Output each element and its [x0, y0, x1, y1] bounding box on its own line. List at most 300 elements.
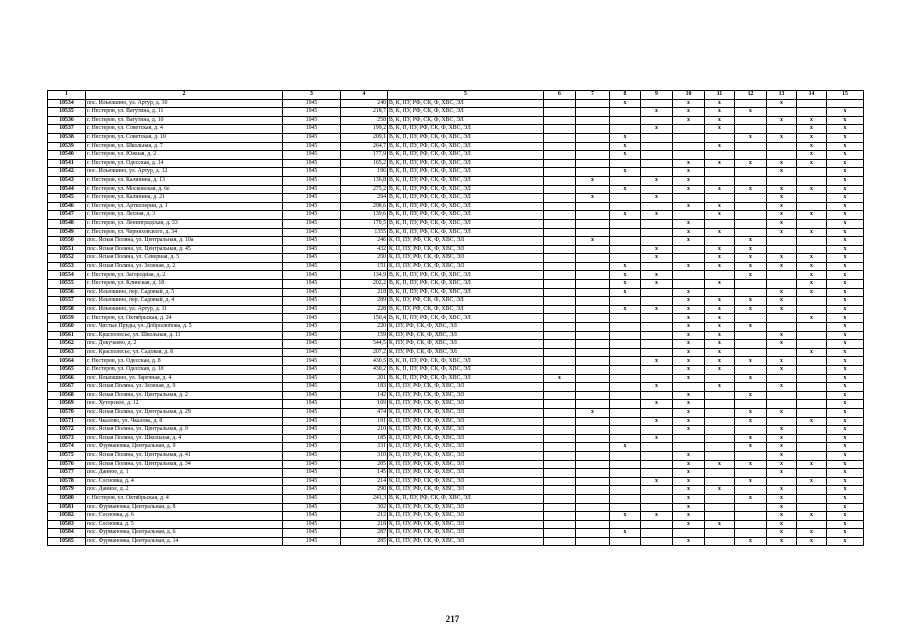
mark-cell-col-11 [705, 408, 735, 417]
mark-cell-col-15: x [827, 537, 864, 546]
mark-cell-col-7 [576, 323, 610, 332]
mark-cell-col-9: x [641, 108, 673, 117]
mark-cell-col-8 [610, 400, 641, 409]
mark-cell-col-9 [641, 237, 673, 246]
year-cell: 1945 [283, 503, 341, 512]
year-cell: 1945 [283, 512, 341, 521]
mark-cell-col-9 [641, 426, 673, 435]
mark-cell-col-11 [705, 288, 735, 297]
mark-cell-col-15: x [827, 486, 864, 495]
mark-cell-col-8 [610, 108, 641, 117]
record-id-cell: 10558 [48, 305, 86, 314]
mark-cell-col-10: x [673, 159, 705, 168]
mark-cell-col-8 [610, 460, 641, 469]
mark-cell-col-15: x [827, 451, 864, 460]
mark-cell-col-13: x [767, 297, 797, 306]
year-cell: 1945 [283, 176, 341, 185]
mark-cell-col-11 [705, 391, 735, 400]
mark-cell-col-9 [641, 323, 673, 332]
record-id-cell: 10538 [48, 133, 86, 142]
address-cell: пос. Ясная Поляна, ул. Центральная, д. 29 [86, 408, 283, 417]
mark-cell-col-15: x [827, 477, 864, 486]
mark-cell-col-11: x [705, 228, 735, 237]
mark-cell-col-12 [735, 469, 767, 478]
mark-cell-col-15: x [827, 323, 864, 332]
mark-cell-col-10 [673, 434, 705, 443]
mark-cell-col-13: x [767, 426, 797, 435]
address-cell: г. Нестеров, ул. Загородная, д. 2 [86, 271, 283, 280]
table-row [48, 219, 864, 228]
record-id-cell: 10569 [48, 400, 86, 409]
column-number-12: 12 [735, 91, 767, 100]
address-cell: г. Нестеров, ул. Ватутина, д. 10 [86, 116, 283, 125]
record-id-cell: 10534 [48, 99, 86, 108]
mark-cell-col-10: x [673, 168, 705, 177]
mark-cell-col-12: x [735, 434, 767, 443]
mark-cell-col-8 [610, 314, 641, 323]
mark-cell-col-14 [797, 108, 827, 117]
systems-cell: В, К, П, ПУ, РФ, СК, Ф, ХВС, ЭЛ [388, 211, 544, 220]
mark-cell-col-10 [673, 151, 705, 160]
mark-cell-col-10: x [673, 374, 705, 383]
mark-cell-col-11: x [705, 108, 735, 117]
mark-cell-col-12 [735, 426, 767, 435]
address-cell: пос. Хуторское, д. 12 [86, 400, 283, 409]
mark-cell-col-14: x [797, 529, 827, 538]
mark-cell-col-11: x [705, 460, 735, 469]
mark-cell-col-12 [735, 99, 767, 108]
housing-register-table [47, 90, 864, 546]
mark-cell-col-14 [797, 486, 827, 495]
mark-cell-col-11 [705, 219, 735, 228]
mark-cell-col-10: x [673, 288, 705, 297]
mark-cell-col-13: x [767, 211, 797, 220]
mark-cell-col-9 [641, 151, 673, 160]
record-id-cell: 10573 [48, 434, 86, 443]
table-row [48, 280, 864, 289]
mark-cell-col-11 [705, 477, 735, 486]
year-cell: 1945 [283, 520, 341, 529]
address-cell: г. Нестеров, ул. Клинская, д. 18 [86, 280, 283, 289]
mark-cell-col-13 [767, 237, 797, 246]
record-id-cell: 10536 [48, 116, 86, 125]
mark-cell-col-8 [610, 477, 641, 486]
systems-cell: В, К, П, ПУ, РФ, СК, Ф, ХВС, ЭЛ [388, 133, 544, 142]
table-row [48, 348, 864, 357]
area-cell: 151 [341, 262, 388, 271]
address-cell: г. Нестеров, ул. Ленинградская, д. 33 [86, 219, 283, 228]
mark-cell-col-6 [544, 426, 576, 435]
mark-cell-col-9 [641, 99, 673, 108]
mark-cell-col-13: x [767, 357, 797, 366]
year-cell: 1945 [283, 340, 341, 349]
mark-cell-col-13: x [767, 262, 797, 271]
mark-cell-col-15: x [827, 314, 864, 323]
area-cell: 241,3 [341, 494, 388, 503]
year-cell: 1945 [283, 400, 341, 409]
mark-cell-col-6 [544, 245, 576, 254]
mark-cell-col-13 [767, 280, 797, 289]
area-cell: 331 [341, 443, 388, 452]
mark-cell-col-12 [735, 340, 767, 349]
mark-cell-col-10: x [673, 331, 705, 340]
mark-cell-col-14 [797, 99, 827, 108]
mark-cell-col-8: x [610, 185, 641, 194]
address-cell: пос. Ясная Поляна, ул. Северная, д. 5 [86, 254, 283, 263]
mark-cell-col-9 [641, 520, 673, 529]
mark-cell-col-7 [576, 245, 610, 254]
mark-cell-col-11: x [705, 297, 735, 306]
address-cell: пос. Ясная Поляна, ул. Центральная, д. 34 [86, 460, 283, 469]
mark-cell-col-7 [576, 374, 610, 383]
mark-cell-col-9 [641, 451, 673, 460]
mark-cell-col-11: x [705, 125, 735, 134]
address-cell: пос. Ильюшино, ул. Заречная, д. 4 [86, 374, 283, 383]
mark-cell-col-13: x [767, 486, 797, 495]
table-row [48, 245, 864, 254]
year-cell: 1945 [283, 357, 341, 366]
mark-cell-col-12: x [735, 133, 767, 142]
mark-cell-col-11 [705, 537, 735, 546]
mark-cell-col-13 [767, 151, 797, 160]
mark-cell-col-12: x [735, 494, 767, 503]
mark-cell-col-13: x [767, 451, 797, 460]
table-row [48, 383, 864, 392]
mark-cell-col-6 [544, 529, 576, 538]
table-row [48, 288, 864, 297]
mark-cell-col-12: x [735, 237, 767, 246]
address-cell: пос. Ясная Поляна, ул. Зеленая, д. 2 [86, 262, 283, 271]
mark-cell-col-6 [544, 512, 576, 521]
area-cell: 185 [341, 434, 388, 443]
mark-cell-col-10: x [673, 477, 705, 486]
record-id-cell: 10584 [48, 529, 86, 538]
mark-cell-col-6 [544, 494, 576, 503]
mark-cell-col-6 [544, 125, 576, 134]
year-cell: 1945 [283, 417, 341, 426]
table-row [48, 202, 864, 211]
mark-cell-col-7 [576, 305, 610, 314]
mark-cell-col-13: x [767, 529, 797, 538]
mark-cell-col-13: x [767, 469, 797, 478]
mark-cell-col-10 [673, 271, 705, 280]
area-cell: 246 [341, 237, 388, 246]
mark-cell-col-7 [576, 262, 610, 271]
mark-cell-col-7 [576, 254, 610, 263]
mark-cell-col-6 [544, 383, 576, 392]
table-row [48, 340, 864, 349]
systems-cell: К, П, ПУ, РФ, СК, Ф, ХВС, ЭЛ [388, 443, 544, 452]
mark-cell-col-12: x [735, 391, 767, 400]
table-row [48, 185, 864, 194]
systems-cell: К, П, ПУ, РФ, СК, Ф, ХВС, ЭЛ [388, 262, 544, 271]
column-number-6: 6 [544, 91, 576, 100]
mark-cell-col-14: x [797, 417, 827, 426]
address-cell: г. Нестеров, ул. Советская, д. 4 [86, 125, 283, 134]
systems-cell: К, П, ПУ, РФ, СК, Ф, ХВС, ЭЛ [388, 529, 544, 538]
mark-cell-col-12: x [735, 185, 767, 194]
mark-cell-col-15: x [827, 520, 864, 529]
mark-cell-col-10: x [673, 297, 705, 306]
mark-cell-col-14: x [797, 348, 827, 357]
address-cell: пос. Данное, д. 1 [86, 469, 283, 478]
mark-cell-col-6 [544, 314, 576, 323]
table-row [48, 211, 864, 220]
table-row [48, 408, 864, 417]
mark-cell-col-9: x [641, 417, 673, 426]
mark-cell-col-12: x [735, 460, 767, 469]
mark-cell-col-10 [673, 443, 705, 452]
mark-cell-col-8 [610, 426, 641, 435]
mark-cell-col-15: x [827, 125, 864, 134]
mark-cell-col-12 [735, 383, 767, 392]
area-cell: 196 [341, 168, 388, 177]
mark-cell-col-10: x [673, 219, 705, 228]
mark-cell-col-9: x [641, 305, 673, 314]
mark-cell-col-10: x [673, 400, 705, 409]
mark-cell-col-13 [767, 314, 797, 323]
area-cell: 544,5 [341, 340, 388, 349]
mark-cell-col-7: x [576, 194, 610, 203]
mark-cell-col-6 [544, 142, 576, 151]
mark-cell-col-8 [610, 494, 641, 503]
mark-cell-col-9 [641, 297, 673, 306]
area-cell: 250 [341, 254, 388, 263]
mark-cell-col-12: x [735, 245, 767, 254]
mark-cell-col-10: x [673, 520, 705, 529]
column-number-header-row [48, 91, 864, 100]
mark-cell-col-9: x [641, 271, 673, 280]
mark-cell-col-10: x [673, 228, 705, 237]
address-cell: г. Нестеров, ул. Московская, д. 6е [86, 185, 283, 194]
mark-cell-col-15: x [827, 340, 864, 349]
systems-cell: В, К, П, ПУ, РФ, СК, Ф, ХВС, ЭЛ [388, 151, 544, 160]
systems-cell: В, К, ПУ, РФ, СК, Ф, ХВС, ЭЛ [388, 108, 544, 117]
mark-cell-col-9 [641, 159, 673, 168]
mark-cell-col-9 [641, 185, 673, 194]
record-id-cell: 10561 [48, 331, 86, 340]
mark-cell-col-6 [544, 219, 576, 228]
record-id-cell: 10544 [48, 185, 86, 194]
mark-cell-col-6 [544, 254, 576, 263]
mark-cell-col-13 [767, 348, 797, 357]
mark-cell-col-6 [544, 417, 576, 426]
mark-cell-col-12 [735, 228, 767, 237]
mark-cell-col-15: x [827, 194, 864, 203]
mark-cell-col-15: x [827, 133, 864, 142]
mark-cell-col-10 [673, 254, 705, 263]
mark-cell-col-7 [576, 159, 610, 168]
address-cell: пос. Фурмановка, Центральная, д. 6 [86, 529, 283, 538]
mark-cell-col-13 [767, 245, 797, 254]
mark-cell-col-14: x [797, 537, 827, 546]
mark-cell-col-13: x [767, 366, 797, 375]
column-number-5: 5 [388, 91, 544, 100]
address-cell: пос. Ильюшино, пер. Садовый, д. 4 [86, 297, 283, 306]
year-cell: 1945 [283, 477, 341, 486]
mark-cell-col-13: x [767, 537, 797, 546]
mark-cell-col-9: x [641, 400, 673, 409]
mark-cell-col-9 [641, 133, 673, 142]
mark-cell-col-8 [610, 245, 641, 254]
systems-cell: К, П, ПУ, РФ, СК, Ф, ХВС, ЭЛ [388, 537, 544, 546]
mark-cell-col-9 [641, 391, 673, 400]
record-id-cell: 10547 [48, 211, 86, 220]
mark-cell-col-13: x [767, 116, 797, 125]
mark-cell-col-14 [797, 219, 827, 228]
mark-cell-col-8: x [610, 288, 641, 297]
column-number-7: 7 [576, 91, 610, 100]
mark-cell-col-13: x [767, 383, 797, 392]
systems-cell: К, П, ПУ, РФ, СК, Ф, ХВС, ЭЛ [388, 469, 544, 478]
mark-cell-col-8: x [610, 99, 641, 108]
area-cell: 285 [341, 537, 388, 546]
mark-cell-col-10: x [673, 503, 705, 512]
mark-cell-col-15: x [827, 245, 864, 254]
mark-cell-col-11 [705, 194, 735, 203]
mark-cell-col-11: x [705, 383, 735, 392]
mark-cell-col-13: x [767, 434, 797, 443]
mark-cell-col-13 [767, 323, 797, 332]
mark-cell-col-6 [544, 271, 576, 280]
mark-cell-col-10: x [673, 314, 705, 323]
area-cell: 212 [341, 512, 388, 521]
mark-cell-col-12 [735, 116, 767, 125]
mark-cell-col-14: x [797, 151, 827, 160]
mark-cell-col-8: x [610, 443, 641, 452]
mark-cell-col-6 [544, 133, 576, 142]
mark-cell-col-11 [705, 529, 735, 538]
address-cell: г. Нестеров, ул. Одесская, д. 10 [86, 366, 283, 375]
mark-cell-col-7 [576, 529, 610, 538]
mark-cell-col-15: x [827, 176, 864, 185]
year-cell: 1945 [283, 443, 341, 452]
table-row [48, 451, 864, 460]
area-cell: 430,5 [341, 357, 388, 366]
mark-cell-col-8 [610, 297, 641, 306]
mark-cell-col-14 [797, 391, 827, 400]
area-cell: 165,2 [341, 159, 388, 168]
column-number-9: 9 [641, 91, 673, 100]
mark-cell-col-12: x [735, 408, 767, 417]
area-cell: 310 [341, 451, 388, 460]
mark-cell-col-11 [705, 400, 735, 409]
mark-cell-col-9 [641, 494, 673, 503]
mark-cell-col-8 [610, 469, 641, 478]
mark-cell-col-9 [641, 529, 673, 538]
mark-cell-col-6 [544, 537, 576, 546]
mark-cell-col-15: x [827, 185, 864, 194]
mark-cell-col-12 [735, 168, 767, 177]
mark-cell-col-9: x [641, 125, 673, 134]
mark-cell-col-9 [641, 314, 673, 323]
mark-cell-col-9: x [641, 176, 673, 185]
mark-cell-col-7 [576, 537, 610, 546]
record-id-cell: 10565 [48, 366, 86, 375]
mark-cell-col-13: x [767, 168, 797, 177]
mark-cell-col-11: x [705, 211, 735, 220]
mark-cell-col-13: x [767, 305, 797, 314]
record-id-cell: 10539 [48, 142, 86, 151]
mark-cell-col-6 [544, 340, 576, 349]
systems-cell: В, К, П, ПУ, РФ, СК, Ф, ХВС, ЭЛ [388, 280, 544, 289]
mark-cell-col-7 [576, 426, 610, 435]
mark-cell-col-12 [735, 280, 767, 289]
table-row [48, 460, 864, 469]
mark-cell-col-11 [705, 168, 735, 177]
mark-cell-col-14 [797, 383, 827, 392]
table-row [48, 176, 864, 185]
mark-cell-col-8 [610, 486, 641, 495]
table-row [48, 159, 864, 168]
mark-cell-col-9 [641, 503, 673, 512]
systems-cell: К, П, ПУ, РФ, СК, Ф, ХВС, ЭЛ [388, 237, 544, 246]
record-id-cell: 10541 [48, 159, 86, 168]
year-cell: 1945 [283, 537, 341, 546]
mark-cell-col-14: x [797, 159, 827, 168]
mark-cell-col-11: x [705, 142, 735, 151]
record-id-cell: 10559 [48, 314, 86, 323]
mark-cell-col-12: x [735, 297, 767, 306]
mark-cell-col-10 [673, 133, 705, 142]
mark-cell-col-13 [767, 417, 797, 426]
mark-cell-col-14: x [797, 477, 827, 486]
year-cell: 1945 [283, 434, 341, 443]
mark-cell-col-9 [641, 116, 673, 125]
systems-cell: В, К, П, ПУ, РФ, СК, Ф, ХВС, ЭЛ [388, 159, 544, 168]
mark-cell-col-9 [641, 219, 673, 228]
record-id-cell: 10550 [48, 237, 86, 246]
address-cell: пос. Красполесье, ул. Школьная, д. 11 [86, 331, 283, 340]
mark-cell-col-10 [673, 529, 705, 538]
mark-cell-col-8 [610, 434, 641, 443]
mark-cell-col-14 [797, 245, 827, 254]
mark-cell-col-10: x [673, 202, 705, 211]
mark-cell-col-11 [705, 434, 735, 443]
area-cell: 202,2 [341, 280, 388, 289]
record-id-cell: 10578 [48, 477, 86, 486]
mark-cell-col-8 [610, 348, 641, 357]
mark-cell-col-12: x [735, 323, 767, 332]
mark-cell-col-11 [705, 237, 735, 246]
mark-cell-col-10 [673, 383, 705, 392]
systems-cell: К, П, ПУ, РФ, СК, Ф, ХВС, ЭЛ [388, 417, 544, 426]
area-cell: 218 [341, 288, 388, 297]
mark-cell-col-9 [641, 331, 673, 340]
column-number-11: 11 [705, 91, 735, 100]
mark-cell-col-11 [705, 417, 735, 426]
mark-cell-col-11: x [705, 314, 735, 323]
column-number-14: 14 [797, 91, 827, 100]
record-id-cell: 10552 [48, 254, 86, 263]
area-cell: 183 [341, 383, 388, 392]
address-cell: г. Нестеров, ул. Школьная, д. 7 [86, 142, 283, 151]
address-cell: пос. Чкалово, ул. Чкалова, д. 8 [86, 417, 283, 426]
address-cell: пос. Данное, д. 2 [86, 486, 283, 495]
mark-cell-col-11: x [705, 202, 735, 211]
mark-cell-col-11: x [705, 348, 735, 357]
year-cell: 1945 [283, 116, 341, 125]
mark-cell-col-15: x [827, 108, 864, 117]
systems-cell: В, К, П, ПУ, РФ, СК, Ф, ХВС, ЭЛ [388, 185, 544, 194]
mark-cell-col-11: x [705, 280, 735, 289]
mark-cell-col-8 [610, 116, 641, 125]
systems-cell: К, ПУ, РФ, СК, Ф, ХВС, ЭЛ [388, 331, 544, 340]
area-cell: 159 [341, 331, 388, 340]
table-row [48, 443, 864, 452]
year-cell: 1945 [283, 133, 341, 142]
mark-cell-col-14 [797, 194, 827, 203]
